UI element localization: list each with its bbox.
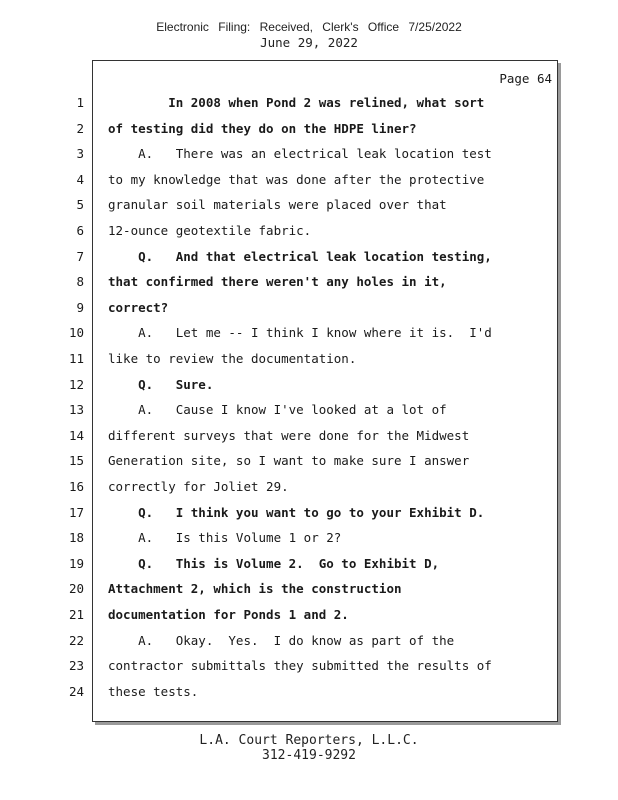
transcript-line: A. Cause I know I've looked at a lot of xyxy=(108,402,447,418)
transcript-line: Q. I think you want to go to your Exhibit D. xyxy=(108,504,485,520)
transcript-line: to my knowledge that was done after the protective xyxy=(108,171,485,187)
line-number: 13 xyxy=(68,402,84,418)
line-number: 16 xyxy=(68,479,84,494)
reporter-company: L.A. Court Reporters, L.L.C. xyxy=(199,733,419,748)
transcript-line: correct? xyxy=(108,299,169,315)
transcript-line: like to review the documentation. xyxy=(108,351,357,366)
line-number: 20 xyxy=(68,581,84,597)
transcript-line: A. Let me -- I think I know where it is. I'd xyxy=(108,325,492,341)
line-number: 8 xyxy=(76,274,84,290)
line-number: 2 xyxy=(76,120,84,136)
line-number: 11 xyxy=(68,351,84,366)
deposition-date: June 29, 2022 xyxy=(260,35,358,50)
transcript-line: A. Okay. Yes. I do know as part of the xyxy=(108,632,455,648)
filing-stamp: Electronic Filing: Received, Clerk's Office 7/25/2022 xyxy=(156,20,462,34)
transcript-line: documentation for Ponds 1 and 2. xyxy=(108,607,349,622)
line-number: 22 xyxy=(68,632,84,648)
transcript-line: Attachment 2, which is the construction xyxy=(108,581,402,597)
page-number: Page 64 xyxy=(499,71,552,86)
line-number: 15 xyxy=(68,453,84,469)
line-number: 7 xyxy=(76,248,84,264)
transcript-line: contractor submittals they submitted the results of xyxy=(108,658,492,674)
transcript-line: Q. And that electrical leak location testing, xyxy=(108,248,492,264)
transcript-line: 12-ounce geotextile fabric. xyxy=(108,223,312,238)
line-number: 24 xyxy=(68,683,84,699)
line-number: 6 xyxy=(76,223,84,238)
line-number: 14 xyxy=(68,427,84,443)
transcript-line: that confirmed there weren't any holes in it, xyxy=(108,274,447,290)
reporter-phone: 312-419-9292 xyxy=(262,748,356,763)
transcript-line: In 2008 when Pond 2 was relined, what sort xyxy=(108,95,485,110)
line-number: 1 xyxy=(76,95,84,110)
line-number: 21 xyxy=(68,607,84,622)
transcript-line: different surveys that were done for the Midwest xyxy=(108,427,470,443)
transcript-line: A. Is this Volume 1 or 2? xyxy=(108,530,342,546)
transcript-line: correctly for Joliet 29. xyxy=(108,479,289,494)
line-number: 23 xyxy=(68,658,84,674)
line-number: 4 xyxy=(76,171,84,187)
line-number: 12 xyxy=(68,376,84,392)
transcript-line: these tests. xyxy=(108,683,199,699)
line-number: 10 xyxy=(68,325,84,341)
transcript-line: A. There was an electrical leak location test xyxy=(108,146,492,162)
transcript-line: of testing did they do on the HDPE liner? xyxy=(108,120,417,136)
line-number: 17 xyxy=(68,504,84,520)
transcript-line: Generation site, so I want to make sure I answer xyxy=(108,453,470,469)
line-number: 5 xyxy=(76,197,84,213)
transcript-line: granular soil materials were placed over that xyxy=(108,197,447,213)
line-number: 19 xyxy=(68,555,84,571)
footer xyxy=(0,733,618,763)
line-number: 9 xyxy=(76,299,84,315)
line-number: 3 xyxy=(76,146,84,162)
transcript-line: Q. Sure. xyxy=(108,376,214,392)
line-number: 18 xyxy=(68,530,84,546)
transcript-line: Q. This is Volume 2. Go to Exhibit D, xyxy=(108,555,440,571)
